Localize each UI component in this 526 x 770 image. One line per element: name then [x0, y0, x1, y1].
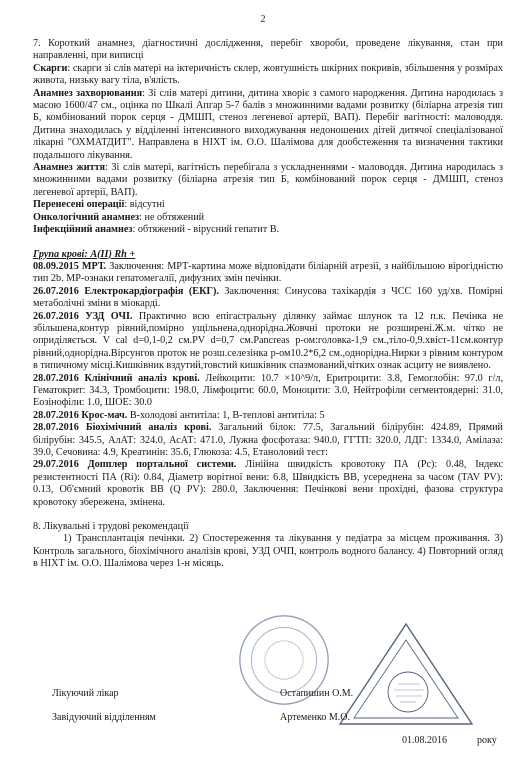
section7-heading: 7. Короткий анамнез, діагностичні дослідження, перебіг хвороби, проведене лікування, стан при направленні, при виписці [33, 38, 503, 62]
result-label: 26.07.2016 УЗД ОЧІ. [33, 310, 133, 322]
disease-anamnesis-label: Анамнез захворювання [33, 87, 143, 99]
surgeries-text: : відсутні [124, 199, 165, 211]
result-text: Практично всю епігастральну ділянку займає шлунок та 12 п.к. Печінка не збільшена,контур рівний,помірно ущільнена,однорідна.Жовчні протоки не розширені.Ж.м. чітко не оприділяється. V cal d=0,1-0,2 см.PV d=0,7 см.Pancreas р-ом:головка-1,9 см.,тіло-0,9.хвіст-11см.контур рівний,однорідна.Вірсунгов проток не розш.селезінка р-ом10.2*6,2 см.,однорідна.Нирки з рівним контуром в типичному місці.Кишківник вздутий,товстий кишківник спазмований,чітких ознак асциту не виявлено. [33, 310, 503, 372]
attending-doctor-role: Лікуючий лікар [52, 688, 119, 699]
complaints-label: Скарги [33, 62, 68, 74]
complaints-paragraph [33, 63, 503, 88]
results-list [33, 261, 503, 509]
department-head-name: Артеменко М.О. [280, 712, 350, 723]
document-body [33, 38, 503, 571]
complaints-text: : скарги зі слів матері на іктеричність склер, жовтушність шкірних покривів, збільшення у розмірах живота, низьку вагу тіла, в'ялість. [33, 62, 503, 87]
result-text: Заключення: Синусова тахікардія з ЧСС 160 уд/хв. Помірні метаболічні зміни в міокарді. [33, 285, 503, 310]
recommendations-text: 1) Трансплантація печінки. 2) Спостереження та лікування у педіатра за місцем проживання. 3) Контроль загального, біохімічного аналізів крові, УЗД ОЧП, контроль водного балансу. 4) Повторний огляд в НІХТ ім. О.О. Шалімова через 1-н місяць. [33, 533, 503, 570]
surgeries-label: Перенесені операції [33, 199, 125, 211]
oncology-text: : не обтяжений [139, 211, 205, 223]
date-value: 01.08.2016 [402, 735, 447, 746]
life-anamnesis-text: : Зі слів матері, вагітність перебігала з ускладненнями - маловоддя. Дитина народилась з множинними вадами розвитку (біліарна атрезія тип Б, комбінований порок серця - ДМШП, стеноз легеневої артерії, ВАП). [33, 162, 504, 198]
result-text: Заключення: МРТ-картина може відповідати біліарній атрезії, з найбільшою вірогідністю тип 2b. МР-ознаки гепатомегалії, дифузних змін печінки. [33, 260, 503, 285]
blood-group: Група крові: A(II) Rh + [33, 248, 136, 260]
result-text: Лінійна швидкість кровотоку ПА (Pc): 0.48, Індекс резистентності ПА (Ri): 0.84, Діаметр ворітної вени: 6.8, Швидкість ВВ, усереднена за часом (TAV PV): 0.13, Об'ємний кровотік ВВ (Q PV): 280.0, Заключення: Печінкові вени прохідні, фазова структура кровотоку збережена, змінена. [33, 459, 503, 508]
department-head-role: Завідуючий відділенням [52, 712, 156, 723]
disease-anamnesis-paragraph [33, 88, 503, 162]
triangle-stamp [336, 620, 476, 730]
oncology-label: Онкологічний анамнез [33, 211, 140, 223]
year-word: року [477, 735, 497, 746]
infection-text: : обтяжений - вірусний гепатит В. [132, 224, 280, 236]
result-label: 28.07.2016 Біохімічний аналіз крові. [33, 422, 212, 434]
result-entry [33, 373, 503, 410]
result-label: 29.07.2016 Допплер портальної системи. [33, 459, 237, 471]
spacer [33, 509, 503, 521]
disease-anamnesis-text: : Зі слів матері дитини, дитина хворіє з самого народження. Дитина народилась з масою 1600/47 см., оцінка по Шкалі Апгар 5-7 балів з множинними вадами розвитку (біліарна атрезія тип Б, комбінований порок серця - ДМШП, стеноз легеневої артерії, ВАП). Перебіг вагітності: маловоддя. Дитина знаходилась у відділенні інтенсивного виходжування недоношених дітей дитячої спеціалізованої лікарні "ОХМАТДИТ". Направлена в НІХТ ім. О.О. Шалімова для дообстеження та визначення тактики подальшого лікування. [33, 87, 503, 161]
result-entry [33, 422, 503, 459]
department-head-signature [52, 712, 350, 723]
result-entry [33, 459, 503, 509]
result-text: В-холодові антитіла: 1, В-теплові антитіла: 5 [127, 409, 325, 421]
result-entry [33, 410, 503, 422]
attending-doctor-name: Остапишин О.М. [280, 688, 354, 699]
page-number: 2 [260, 14, 266, 25]
result-text: Лейкоцити: 10.7 ×10^9/л, Еритроцити: 3.8, Гемоглобін: 97.0 г/л, Гематокрит: 34.3, Тромбоцити: 198.0, Лімфоцити: 60.0, Моноцити: 3.0, Нейтрофіли сегментоядерні: 31.0, Еозінофіли: 1.0, ШОЕ: 30.0 [33, 372, 503, 409]
surgeries-paragraph [33, 199, 503, 211]
result-label: 08.09.2015 МРТ. [33, 260, 107, 272]
attending-doctor-signature [52, 688, 354, 699]
document-date [402, 735, 497, 746]
infection-paragraph [33, 224, 503, 236]
infection-label: Інфекційний анамнез [33, 224, 133, 236]
life-anamnesis-paragraph [33, 162, 503, 199]
result-entry [33, 311, 503, 373]
result-label: 28.07.2016 Крос-мач. [33, 409, 128, 421]
section8-heading: 8. Лікувальні і трудові рекомендації [33, 521, 189, 533]
result-entry [33, 261, 503, 286]
result-label: 28.07.2016 Клінічний аналіз крові. [33, 372, 200, 384]
result-label: 26.07.2016 Електрокардіографія (ЕКГ). [33, 285, 219, 297]
result-entry [33, 286, 503, 311]
spacer [33, 237, 503, 249]
life-anamnesis-label: Анамнез життя [33, 162, 105, 174]
result-text: Загальний білок: 77.5, Загальний білірубін: 424.89, Прямий білірубін: 345.5, АлАТ: 324.0, АсАТ: 471.0, Лужна фосфотаза: 940.0, ГГТП: 320.0, ЛДГ: 1334.0, Амілаза: 39.0, Сечовина: 4.9, Креатинін: 35.6, Глюкоза: 4.5, Етаноловий тест: [33, 422, 503, 458]
oncology-paragraph [33, 212, 503, 224]
